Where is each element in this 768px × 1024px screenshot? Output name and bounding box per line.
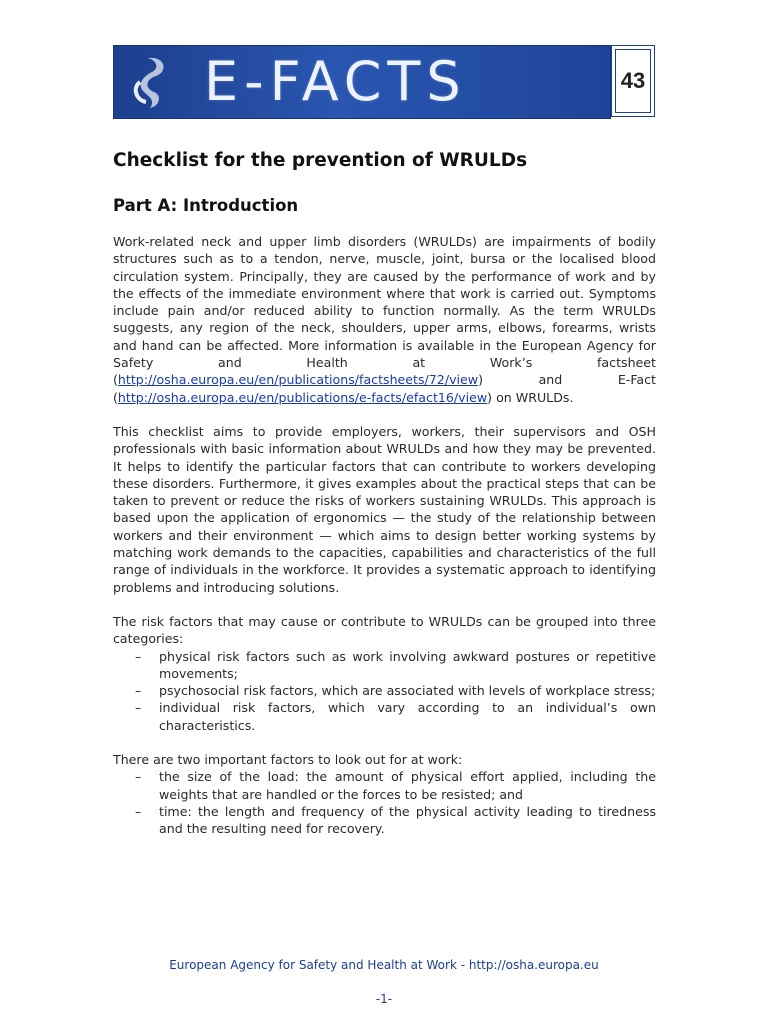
list-item: – individual risk factors, which vary according to an individual’s own characteristics.: [159, 699, 656, 734]
list-item: – the size of the load: the amount of physical effort applied, including the weights that are handled or the forces to be resisted; and: [159, 768, 656, 803]
efacts-banner: [113, 45, 611, 119]
page-number: -1-: [375, 992, 393, 1006]
intro-text-c: ) on WRULDs.: [487, 389, 574, 405]
intro-text-b: ) and E-Fact (: [113, 372, 656, 405]
footer-agency: European Agency for Safety and Health at Work - http://osha.europa.eu: [169, 958, 599, 972]
list-item: – physical risk factors such as work involving awkward postures or repetitive movements;: [159, 648, 656, 683]
issue-number: 43: [615, 49, 651, 113]
section-heading: Part A: Introduction: [113, 196, 299, 215]
intro-text-a: Work-related neck and upper limb disorders (WRULDs) are impairments of bodily structures such as to a tendon, nerve, muscle, joint, bursa or the localised blood circulation system. Principally, they are caused by the performance of work and by the effects of the immediate environment where that work is carried out. Symptoms include pain and/or reduced ability to function normally. As the term WRULDs suggests, any region of the neck, shoulders, upper arms, elbows, forearms, wrists and hand can be affected. More information is available in the European Agency for Safety and Health at Work’s factsheet (: [113, 234, 656, 388]
page-title: Checklist for the prevention of WRULDs: [113, 150, 528, 171]
checklist-aims-paragraph: This checklist aims to provide employers, workers, their supervisors and OSH professionals with basic information about WRULDs and how they may be prevented. It helps to identify the particular factors that can contribute to workers developing these disorders. Furthermore, it gives examples about the practical steps that can be taken to prevent or reduce the risks of workers sustaining WRULDs. This approach is based upon the application of ergonomics — the study of the relationship between workers and their environment — which aims to design better working systems by matching work demands to the capacities, capabilities and characteristics of the full range of individuals in the workforce. It provides a systematic approach to identifying problems and introducing solutions.: [113, 423, 656, 595]
intro-paragraph: [113, 233, 656, 406]
main-content: [113, 233, 656, 855]
efact-link[interactable]: http://osha.europa.eu/en/publications/e-facts/efact16/view: [117, 389, 488, 405]
factsheet-link[interactable]: http://osha.europa.eu/en/publications/factsheets/72/view: [117, 372, 479, 388]
issue-number-badge: [611, 45, 655, 117]
work-factors-intro: There are two important factors to look out for at work:: [113, 752, 463, 768]
risk-factors-intro: The risk factors that may cause or contribute to WRULDs can be grouped into three categories:: [113, 613, 656, 647]
list-item: – psychosocial risk factors, which are associated with levels of workplace stress;: [159, 682, 656, 699]
risk-factors-list: [113, 648, 656, 734]
banner-title: E-FACTS: [204, 50, 467, 113]
list-item: – time: the length and frequency of the physical activity leading to tiredness and the resulting need for recovery.: [159, 803, 656, 838]
work-factors-list: [113, 768, 656, 837]
swirl-logo-icon: [126, 52, 186, 112]
